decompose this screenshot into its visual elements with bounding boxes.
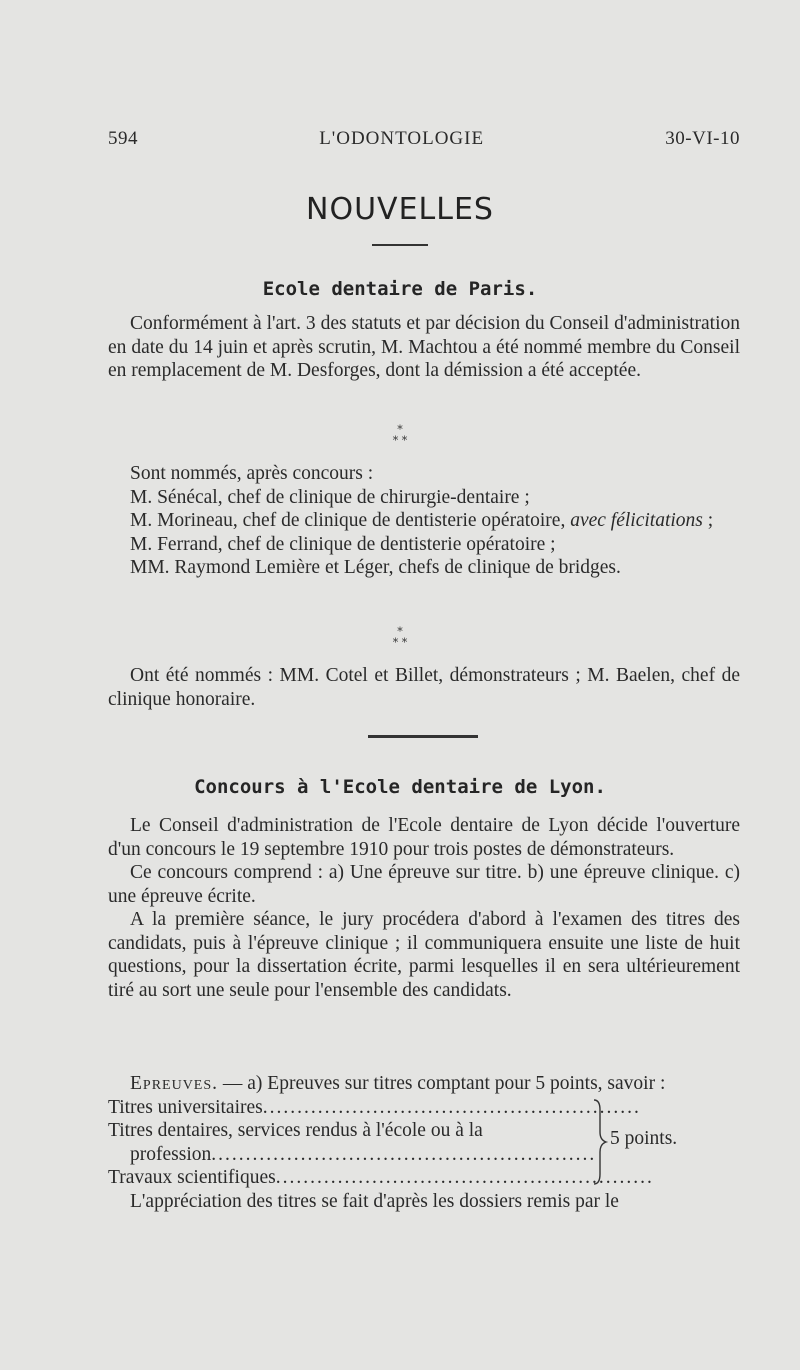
paragraph-text: Conformément à l'art. 3 des statuts et par décision du Conseil d'administration en date du 14 juin et après scrutin, M. Machtou a été nommé membre du Conseil en remplacement de M. Desforges, dont la démission a été acceptée. (108, 313, 740, 381)
running-head (108, 128, 740, 150)
nomination-item: M. Ferrand, chef de clinique de dentisterie opératoire ; (130, 533, 556, 555)
nomination-item (108, 509, 740, 533)
epreuves-text: — a) Epreuves sur titres comptant pour 5 points, savoir : (218, 1073, 666, 1094)
epreuves-line (108, 1072, 740, 1096)
table-row (108, 1119, 586, 1143)
nomination-emphasis: avec félicitations (570, 510, 703, 531)
leader-dots: ....................................................... (262, 1096, 641, 1118)
paragraph-demonstrateurs (108, 664, 740, 711)
epreuves-label: Epreuves. (130, 1073, 219, 1094)
concours-body (108, 814, 740, 1002)
nomination-item: M. Sénécal, chef de clinique de chirurgie-dentaire ; (130, 486, 530, 508)
issue-date: 30-VI-10 (665, 128, 740, 149)
title-rule (372, 244, 428, 246)
leader-dots: ........................................................ (211, 1143, 597, 1165)
nomination-text: M. Morineau, chef de clinique de dentisterie opératoire, (130, 510, 566, 531)
page-number: 594 (108, 128, 138, 149)
asterism-1: * * * (392, 423, 408, 447)
paragraph-text: Ce concours comprend : a) Une épreuve sur titre. b) une épreuve clinique. c) une épreuve écrite. (108, 862, 740, 907)
nomination-item: MM. Raymond Lemière et Léger, chefs de clinique de bridges. (130, 557, 621, 578)
leader-dots: ....................................................... (275, 1167, 654, 1188)
heading-concours-lyon: Concours à l'Ecole dentaire de Lyon. (194, 776, 606, 798)
row-label: Titres dentaires, services rendus à l'école ou à la (108, 1120, 483, 1141)
points-value: 5 points. (610, 1128, 678, 1149)
nomination-end: ; (702, 510, 714, 531)
section-divider (368, 735, 478, 738)
heading-ecole-paris: Ecole dentaire de Paris. (262, 278, 538, 300)
row-label: profession (130, 1143, 212, 1165)
table-row (108, 1096, 641, 1120)
table-row (108, 1166, 654, 1190)
paragraph-text: A la première séance, le jury procédera d'abord à l'examen des titres des candidats, puis à l'épreuve clinique ; il communiquera ensuite une liste de huit questions, pour la dissertation écrite, parmi lesquelles il en sera ultérieurement tiré au sort une seule pour l'ensemble des candidats. (108, 909, 740, 1001)
nominations-intro: Sont nommés, après concours : (130, 463, 374, 484)
asterism-2: * * * (392, 625, 408, 649)
row-label: Travaux scientifiques (108, 1167, 276, 1188)
journal-title: L'ODONTOLOGIE (319, 128, 485, 149)
paragraph-text: Le Conseil d'administration de l'Ecole dentaire de Lyon décide l'ouverture d'un concours le 19 septembre 1910 pour trois postes de démonstrateurs. (108, 815, 740, 860)
row-label: Titres universitaires (108, 1096, 263, 1118)
section-title: NOUVELLES (306, 192, 494, 227)
paragraph-text: L'appréciation des titres se fait d'après les dossiers remis par le (130, 1190, 619, 1212)
nominations-list (108, 462, 740, 580)
paragraph-text: Ont été nommés : MM. Cotel et Billet, démonstrateurs ; M. Baelen, chef de clinique honoraire. (108, 665, 740, 710)
table-row (108, 1143, 597, 1167)
paragraph-conseil (108, 312, 740, 383)
